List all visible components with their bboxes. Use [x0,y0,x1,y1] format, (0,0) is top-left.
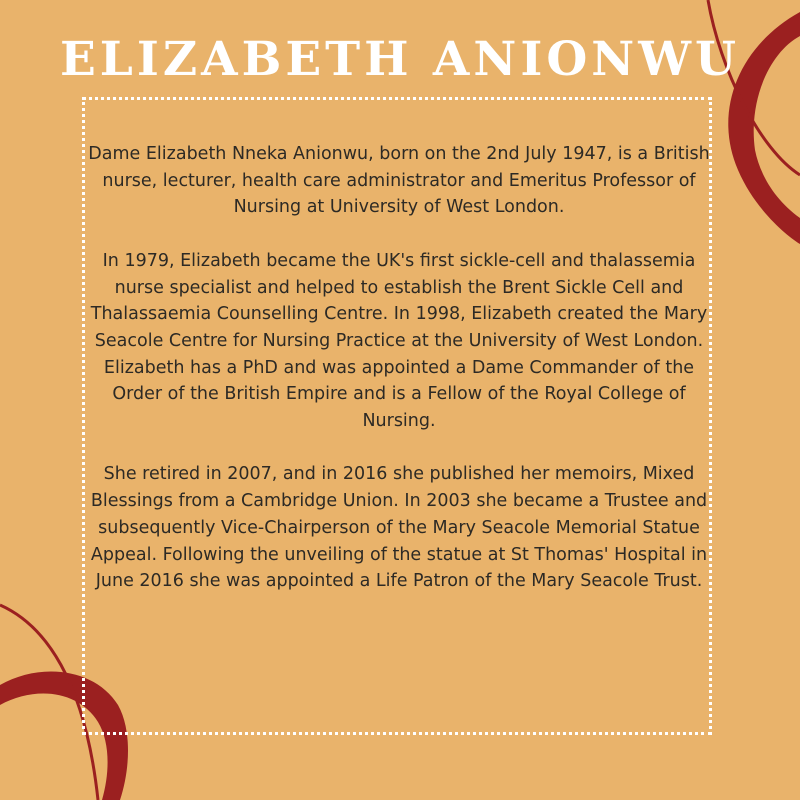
bio-paragraph: In 1979, Elizabeth became the UK's first sickle-cell and thalassemia nurse specialist and helped to establish the Brent Sickle Cell and Thalassaemia Counselling Centre. In 1998, Elizabeth created the Mary Seacole Centre for Nursing Practice at the University of West London. Elizabeth has a PhD and was appointed a Dame Commander of the Order of the British Empire and is a Fellow of the Royal College of Nursing. [90,250,708,432]
bio-paragraph: Dame Elizabeth Nneka Anionwu, born on the 2nd July 1947, is a British nurse, lecturer, health care administrator and Emeritus Professor of Nursing at University of West London. [88,144,710,218]
page-title: ELIZABETH ANIONWU [59,32,740,87]
bio-paragraph: She retired in 2007, and in 2016 she published her memoirs, Mixed Blessings from a Cambridge Union. In 2003 she became a Trustee and subsequently Vice-Chairperson of the Mary Seacole Memorial Statue Appeal. Following the unveiling of the statue at St Thomas' Hospital in June 2016 she was appointed a Life Patron of the Mary Seacole Trust. [90,464,708,592]
biography-text [84,141,714,595]
